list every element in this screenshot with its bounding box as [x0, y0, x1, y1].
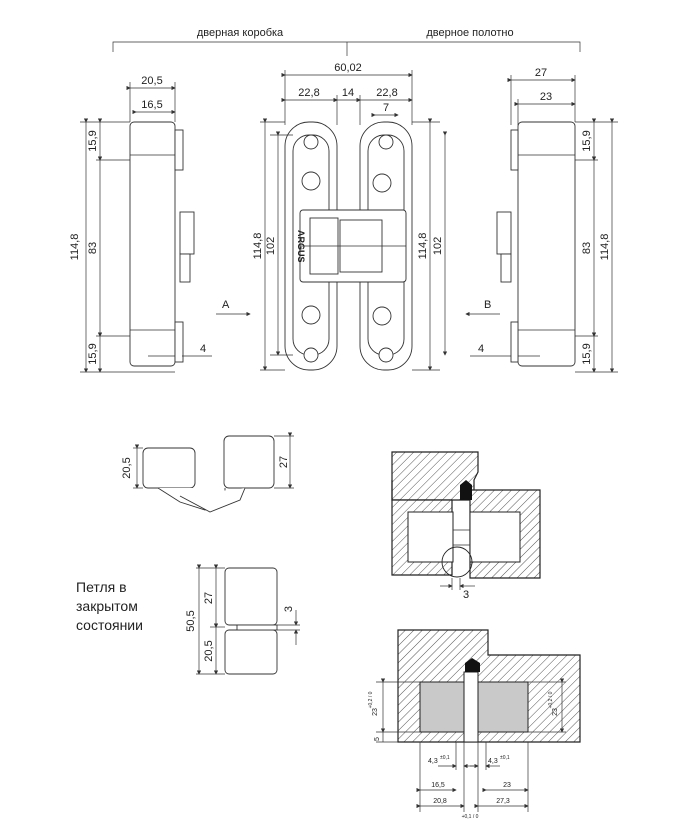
mortise-offset-right: 4,3	[488, 758, 498, 765]
top-view-open	[133, 436, 294, 512]
left-top-height: 15,9	[87, 130, 99, 152]
closed-total: 50,5	[185, 610, 197, 632]
left-width-outer: 20,5	[141, 75, 163, 87]
mortise-width-tol: +0,1 / 0	[461, 814, 479, 820]
right-middle-height: 83	[581, 241, 593, 255]
mortise-width-left: 20,8	[433, 798, 447, 805]
mortise-offset-tol-right: ±0,1	[500, 755, 510, 761]
front-total-width: 60,02	[334, 62, 362, 74]
side-view-right	[470, 75, 618, 372]
mortise-depth-right: 23	[552, 708, 559, 716]
front-right-half: 22,8	[376, 87, 398, 99]
closed-upper: 27	[203, 591, 215, 605]
left-total-height: 114,8	[69, 233, 81, 261]
front-gap: 14	[341, 87, 355, 99]
left-offset: 4	[200, 343, 207, 355]
front-body-right: 102	[432, 236, 444, 256]
right-top-height: 15,9	[581, 130, 593, 152]
arrow-a-label: A	[222, 299, 230, 311]
top-view-right: 27	[278, 455, 290, 469]
section-closed	[392, 452, 540, 590]
front-height-right: 114,8	[417, 232, 429, 260]
closed-lower: 20,5	[203, 640, 215, 662]
front-body-left: 102	[265, 236, 277, 256]
section-mortise	[376, 630, 580, 812]
mortise-cover: 5	[374, 737, 381, 741]
front-left-half: 22,8	[298, 87, 320, 99]
mortise-depth-left: 23	[372, 708, 379, 716]
left-bottom-height: 15,9	[87, 343, 99, 365]
brand-logo: ARGUS	[296, 230, 306, 263]
left-width-inner: 16,5	[141, 99, 163, 111]
side-view-left	[80, 82, 212, 372]
front-height-left: 114,8	[252, 232, 264, 260]
right-total-height: 114,8	[599, 233, 611, 261]
left-middle-height: 83	[87, 241, 99, 255]
header-brackets	[113, 42, 580, 56]
mortise-width-right: 27,3	[496, 798, 510, 805]
top-view-left: 20,5	[121, 457, 133, 479]
mortise-depth-tol-left: +0,2 / 0	[368, 691, 374, 709]
closed-gap: 3	[283, 605, 295, 613]
section-closed-gap: 3	[463, 589, 470, 601]
header-frame: дверная коробка	[196, 27, 284, 39]
arrow-b-label: B	[484, 299, 492, 311]
right-width-inner: 23	[539, 91, 553, 103]
mortise-pocket-left: 16,5	[431, 782, 445, 789]
closed-caption-line-1: Петля в	[76, 579, 127, 595]
mortise-depth-tol-right: +0,2 / 0	[548, 691, 554, 709]
right-bottom-height: 15,9	[581, 343, 593, 365]
mortise-offset-tol-left: ±0,1	[440, 755, 450, 761]
front-view	[260, 70, 445, 370]
mortise-pocket-right: 23	[503, 782, 511, 789]
closed-caption-line-2: закрытом	[76, 598, 138, 614]
header-leaf: дверное полотно	[426, 27, 514, 39]
mortise-offset-left: 4,3	[428, 758, 438, 765]
right-width-outer: 27	[534, 67, 548, 79]
right-offset: 4	[478, 343, 485, 355]
closed-caption-line-3: состоянии	[76, 617, 143, 633]
front-inner: 7	[382, 102, 390, 114]
closed-caption	[76, 578, 143, 635]
